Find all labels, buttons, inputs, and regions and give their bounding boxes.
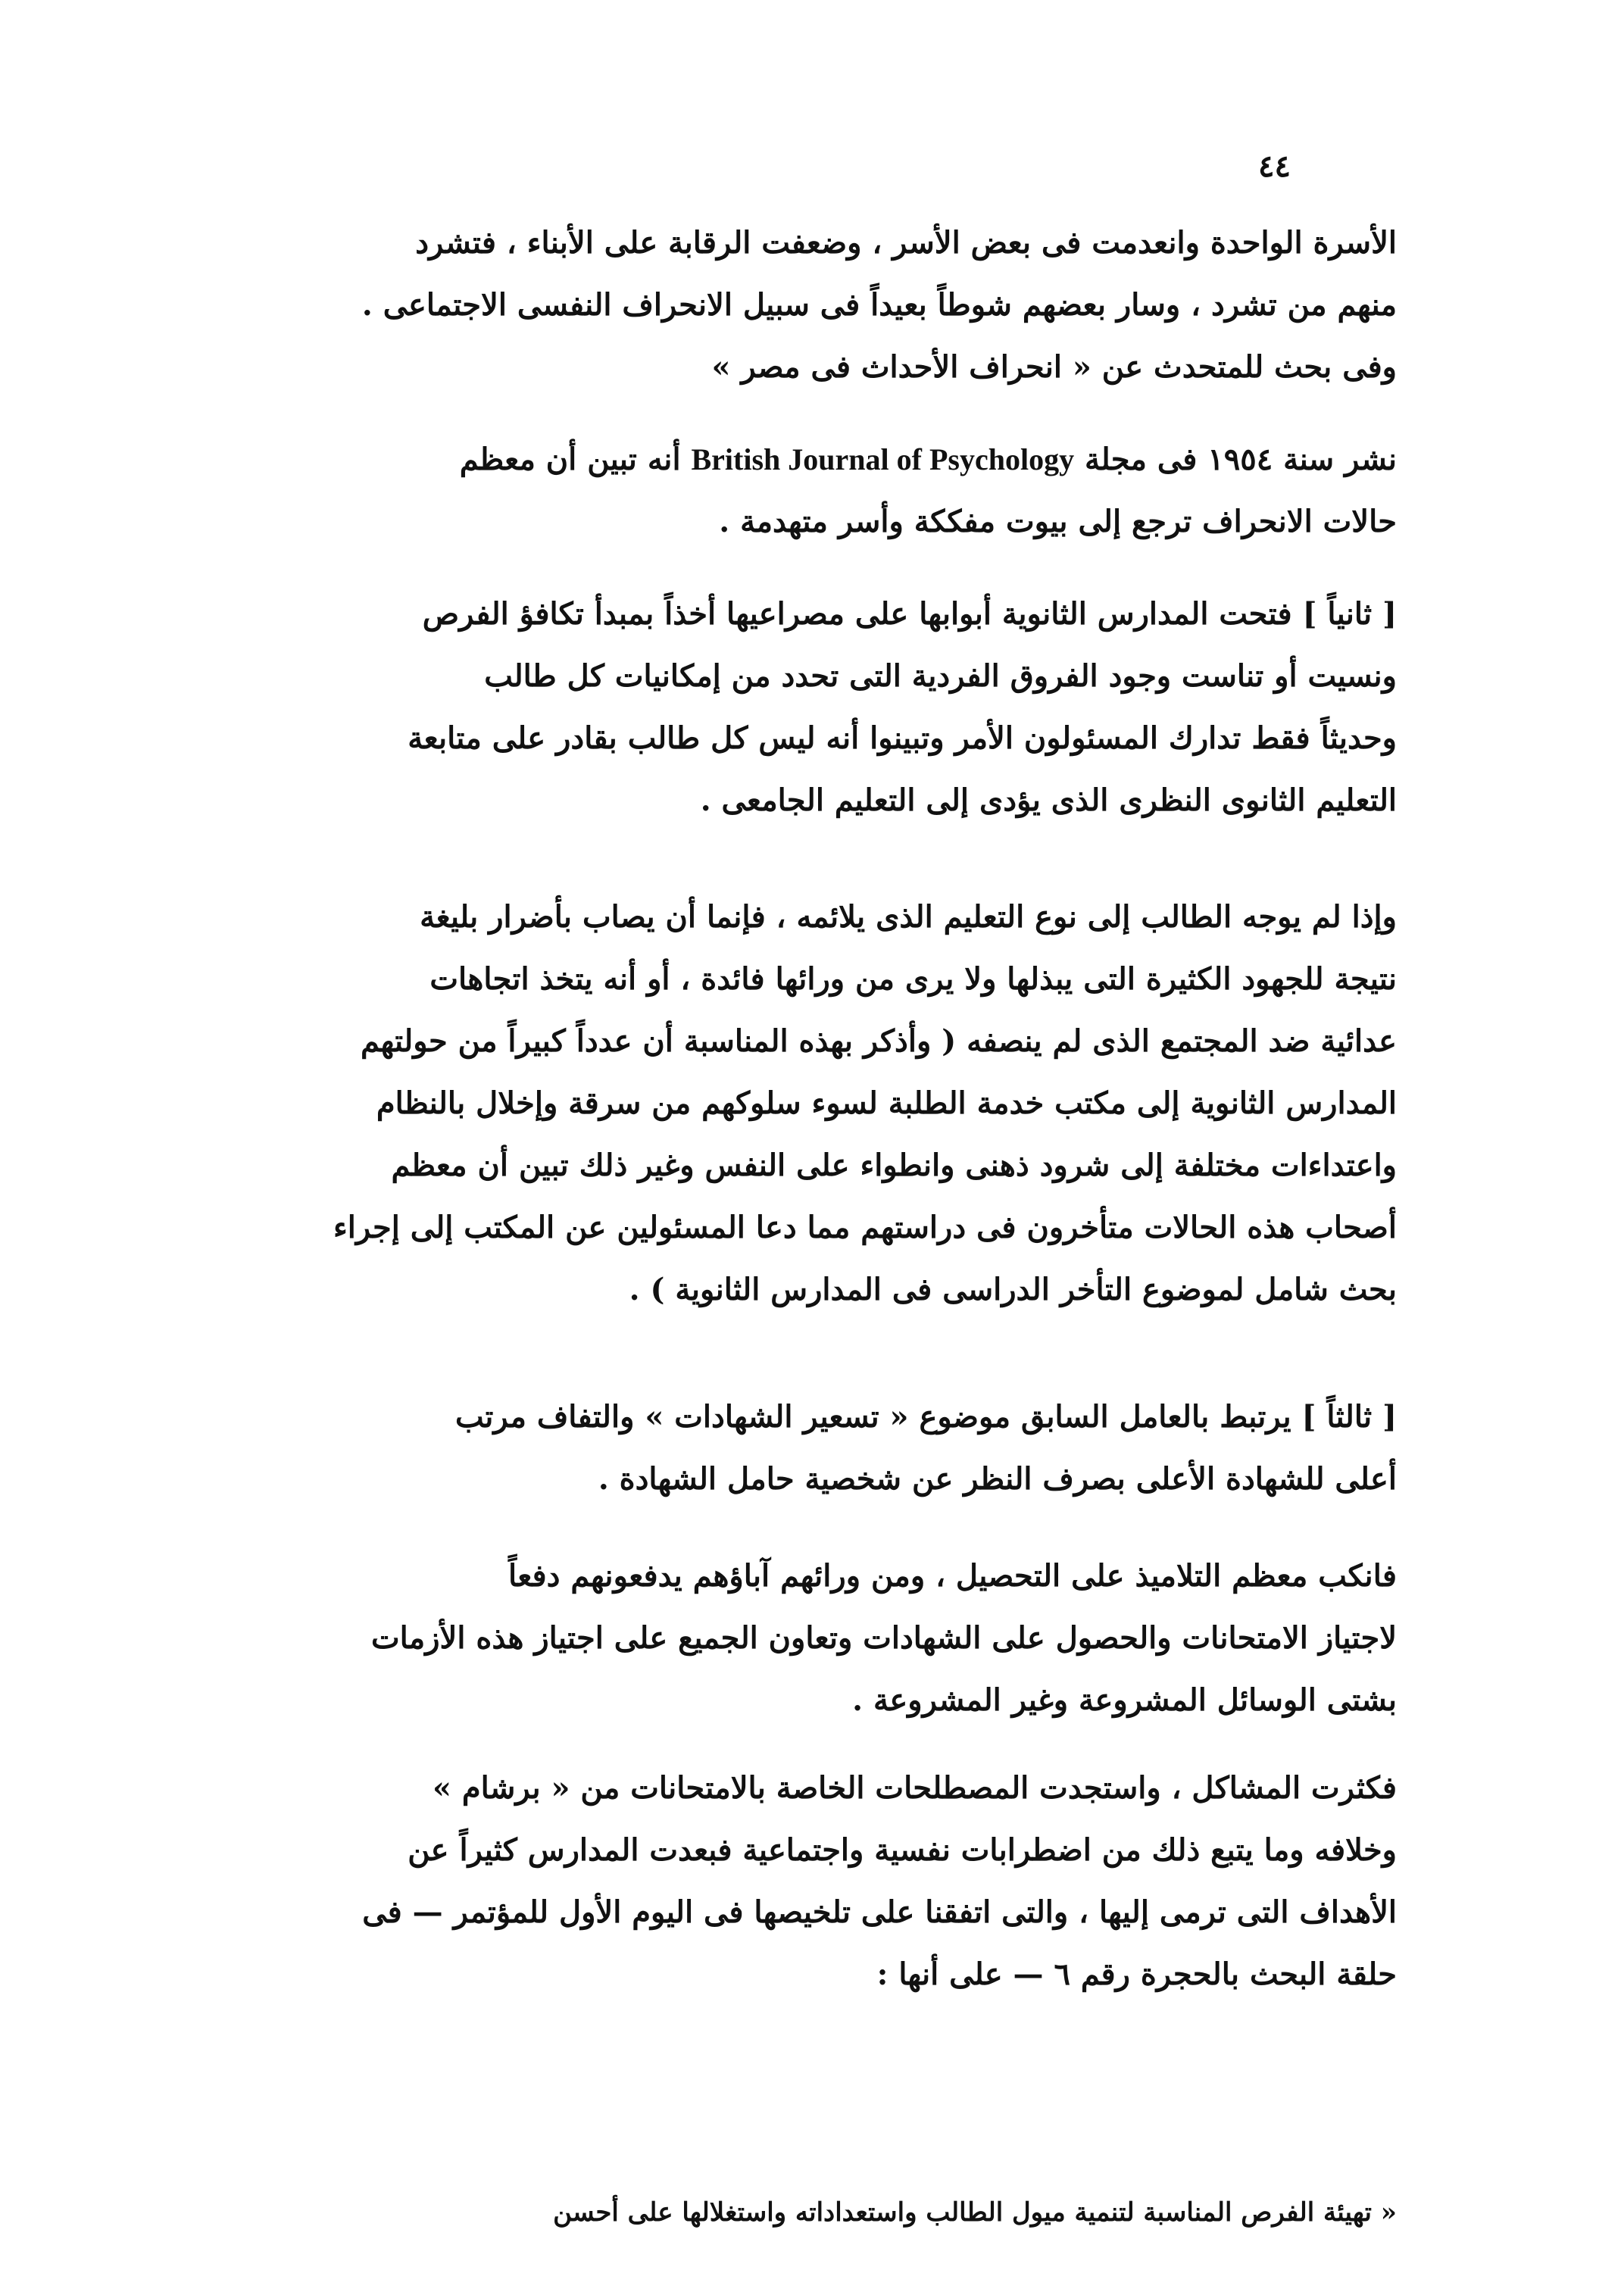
citation-suffix: أنه تبين أن معظم: [459, 442, 681, 477]
text-line: فكثرت المشاكل ، واستجدت المصطلحات الخاصة بالامتحانات من « برشام »: [432, 1770, 1397, 1806]
paragraph-student-guidance: [227, 886, 1397, 1321]
text-line: وفى بحث للمتحدث عن « انحراف الأحداث فى مصر »: [711, 349, 1397, 385]
citation-prefix: نشر سنة ١٩٥٤ فى مجلة: [1085, 442, 1397, 477]
text-line: [227, 429, 1397, 491]
text-line: فانكب معظم التلاميذ على التحصيل ، ومن ورائهم آباؤهم يدفعونهم دفعاً: [508, 1558, 1397, 1594]
paragraph-secondary-schools: [227, 583, 1397, 832]
paragraph-certificates: [227, 1386, 1397, 1510]
text-line: منهم من تشرد ، وسار بعضهم شوطاً بعيداً فى سبيل الانحراف النفسى الاجتماعى .: [361, 287, 1397, 323]
paragraph-family-breakdown: [227, 212, 1397, 398]
text-line: التعليم الثانوى النظرى الذى يؤدى إلى التعليم الجامعى .: [700, 782, 1397, 818]
text-line: أعلى للشهادة الأعلى بصرف النظر عن شخصية حامل الشهادة .: [598, 1461, 1397, 1497]
text-line: [ ثالثاً ] يرتبط بالعامل السابق موضوع « تسعير الشهادات » والتفاف مرتب: [455, 1399, 1397, 1435]
text-line: بشتى الوسائل المشروعة وغير المشروعة .: [852, 1682, 1397, 1718]
paragraph-exams: [227, 1545, 1397, 1731]
text-line: واعتداءات مختلفة إلى شرود ذهنى وانطواء على النفس وغير ذلك تبين أن معظم: [391, 1148, 1397, 1183]
text-line: عدائية ضد المجتمع الذى لم ينصفه ( وأذكر بهذه المناسبة أن عدداً كبيراً من حولتهم: [360, 1023, 1397, 1059]
text-line: « تهيئة الفرص المناسبة لتنمية ميول الطالب واستعداداته واستغلالها على أحسن: [553, 2197, 1397, 2228]
text-line: [ ثانياً ] فتحت المدارس الثانوية أبوابها على مصراعيها أخذاً بمبدأ تكافؤ الفرص: [422, 596, 1397, 632]
text-line: لاجتياز الامتحانات والحصول على الشهادات وتعاون الجميع على اجتياز هذه الأزمات: [370, 1620, 1397, 1656]
text-line: وحديثاً فقط تدارك المسئولون الأمر وتبينوا أنه ليس كل طالب بقادر على متابعة: [408, 720, 1397, 756]
text-line: بحث شامل لموضوع التأخر الدراسى فى المدارس الثانوية ) .: [629, 1272, 1397, 1307]
paragraph-journal-citation: [227, 429, 1397, 553]
text-line: حلقة البحث بالحجرة رقم ٦ — على أنها :: [876, 1956, 1397, 1992]
text-line: وخلافه وما يتبع ذلك من اضطرابات نفسية واجتماعية فبعدت المدارس كثيراً عن: [408, 1832, 1397, 1868]
paragraph-problems: [227, 1757, 1397, 2006]
text-line: وإذا لم يوجه الطالب إلى نوع التعليم الذى يلائمه ، فإنما أن يصاب بأضرار بليغة: [420, 899, 1397, 935]
journal-name: British Journal of Psychology: [691, 442, 1075, 476]
text-line: حالات الانحراف ترجع إلى بيوت مفككة وأسر متهدمة .: [719, 504, 1397, 539]
text-line: المدارس الثانوية إلى مكتب خدمة الطلبة لسوء سلوكهم من سرقة وإخلال بالنظام: [376, 1085, 1397, 1121]
text-line: الأسرة الواحدة وانعدمت فى بعض الأسر ، وضعفت الرقابة على الأبناء ، فتشرد: [415, 225, 1397, 261]
text-line: ونسيت أو تناست وجود الفروق الفردية التى تحدد من إمكانيات كل طالب: [484, 658, 1397, 694]
paragraph-quote: [227, 2181, 1397, 2244]
page-number: ٤٤: [1258, 148, 1291, 184]
text-line: نتيجة للجهود الكثيرة التى يبذلها ولا يرى من ورائها فائدة ، أو أنه يتخذ اتجاهات: [429, 961, 1397, 997]
text-line: الأهداف التى ترمى إليها ، والتى اتفقنا على تلخيصها فى اليوم الأول للمؤتمر — فى: [362, 1894, 1397, 1930]
text-line: أصحاب هذه الحالات متأخرون فى دراستهم مما دعا المسئولين عن المكتب إلى إجراء: [333, 1210, 1397, 1245]
